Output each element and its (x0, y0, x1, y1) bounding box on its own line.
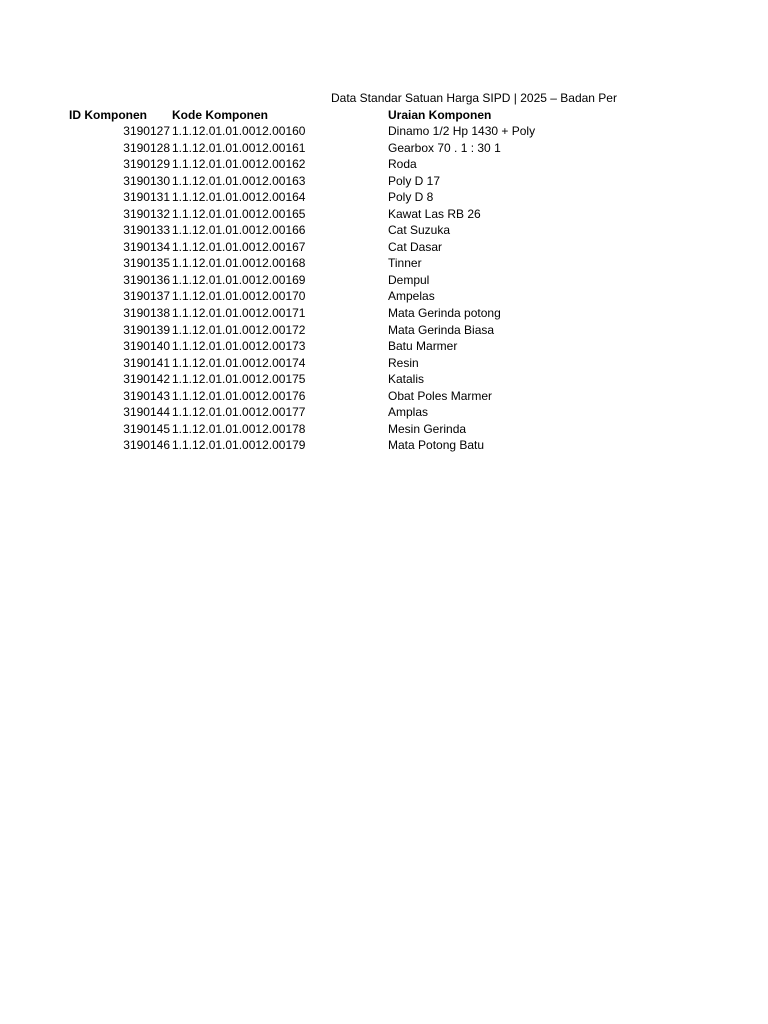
cell-id-komponen: 3190132 (123, 206, 170, 221)
table-row (0, 123, 768, 140)
cell-id-komponen: 3190139 (123, 322, 170, 337)
table-row (0, 404, 768, 421)
table-row (0, 421, 768, 438)
cell-uraian-komponen: Mesin Gerinda (388, 421, 467, 436)
cell-uraian-komponen: Kawat Las RB 26 (388, 206, 481, 221)
cell-kode-komponen: 1.1.12.01.01.0012.00165 (172, 206, 306, 221)
cell-id-komponen: 3190140 (123, 339, 170, 354)
cell-uraian-komponen: Tinner (388, 256, 422, 271)
cell-id-komponen: 3190135 (123, 256, 170, 271)
table-row (0, 206, 768, 223)
cell-kode-komponen: 1.1.12.01.01.0012.00166 (172, 223, 306, 238)
table-row (0, 288, 768, 305)
cell-kode-komponen: 1.1.12.01.01.0012.00174 (172, 355, 306, 370)
column-header-uraian-komponen: Uraian Komponen (388, 108, 492, 122)
cell-id-komponen: 3190146 (123, 438, 170, 453)
cell-uraian-komponen: Poly D 17 (388, 173, 441, 188)
cell-uraian-komponen: Dempul (388, 272, 430, 287)
cell-id-komponen: 3190136 (123, 272, 170, 287)
cell-kode-komponen: 1.1.12.01.01.0012.00170 (172, 289, 306, 304)
cell-id-komponen: 3190129 (123, 157, 170, 172)
table-row (0, 305, 768, 322)
cell-kode-komponen: 1.1.12.01.01.0012.00178 (172, 421, 306, 436)
cell-uraian-komponen: Cat Dasar (388, 239, 443, 254)
table-row (0, 355, 768, 372)
cell-kode-komponen: 1.1.12.01.01.0012.00171 (172, 306, 306, 321)
table-row (0, 437, 768, 454)
table-row (0, 173, 768, 190)
cell-id-komponen: 3190128 (123, 140, 170, 155)
cell-uraian-komponen: Obat Poles Marmer (388, 388, 493, 403)
table-row (0, 156, 768, 173)
table-row (0, 272, 768, 289)
cell-id-komponen: 3190130 (123, 173, 170, 188)
cell-uraian-komponen: Mata Gerinda potong (388, 306, 501, 321)
table-row (0, 140, 768, 157)
cell-id-komponen: 3190137 (123, 289, 170, 304)
cell-uraian-komponen: Batu Marmer (388, 339, 458, 354)
table-row (0, 322, 768, 339)
cell-kode-komponen: 1.1.12.01.01.0012.00179 (172, 438, 306, 453)
cell-kode-komponen: 1.1.12.01.01.0012.00164 (172, 190, 306, 205)
cell-id-komponen: 3190127 (123, 124, 170, 138)
cell-kode-komponen: 1.1.12.01.01.0012.00168 (172, 256, 306, 271)
cell-kode-komponen: 1.1.12.01.01.0012.00172 (172, 322, 306, 337)
cell-id-komponen: 3190142 (123, 372, 170, 387)
cell-id-komponen: 3190133 (123, 223, 170, 238)
cell-uraian-komponen: Dinamo 1/2 Hp 1430 + Poly (388, 124, 536, 138)
cell-kode-komponen: 1.1.12.01.01.0012.00160 (172, 124, 306, 138)
cell-uraian-komponen: Resin (388, 355, 419, 370)
cell-id-komponen: 3190131 (123, 190, 170, 205)
cell-kode-komponen: 1.1.12.01.01.0012.00175 (172, 372, 306, 387)
table-row (0, 338, 768, 355)
cell-id-komponen: 3190141 (123, 355, 170, 370)
cell-id-komponen: 3190145 (123, 421, 170, 436)
sheet-title: Data Standar Satuan Harga SIPD | 2025 – Badan Per (331, 91, 617, 105)
cell-kode-komponen: 1.1.12.01.01.0012.00161 (172, 140, 306, 155)
table-row (0, 239, 768, 256)
cell-kode-komponen: 1.1.12.01.01.0012.00162 (172, 157, 306, 172)
cell-uraian-komponen: Mata Gerinda Biasa (388, 322, 495, 337)
table-row (0, 189, 768, 206)
cell-uraian-komponen: Amplas (388, 405, 429, 420)
cell-kode-komponen: 1.1.12.01.01.0012.00173 (172, 339, 306, 354)
cell-id-komponen: 3190138 (123, 306, 170, 321)
cell-kode-komponen: 1.1.12.01.01.0012.00169 (172, 272, 306, 287)
column-header-kode-komponen: Kode Komponen (172, 108, 268, 122)
cell-uraian-komponen: Katalis (388, 372, 425, 387)
cell-uraian-komponen: Ampelas (388, 289, 435, 304)
cell-id-komponen: 3190144 (123, 405, 170, 420)
cell-kode-komponen: 1.1.12.01.01.0012.00176 (172, 388, 306, 403)
cell-kode-komponen: 1.1.12.01.01.0012.00177 (172, 405, 306, 420)
table-row (0, 388, 768, 405)
table-row (0, 371, 768, 388)
cell-id-komponen: 3190143 (123, 388, 170, 403)
cell-uraian-komponen: Roda (388, 157, 417, 172)
cell-uraian-komponen: Gearbox 70 . 1 : 30 1 (388, 140, 501, 155)
cell-id-komponen: 3190134 (123, 239, 170, 254)
cell-kode-komponen: 1.1.12.01.01.0012.00167 (172, 239, 306, 254)
cell-uraian-komponen: Cat Suzuka (388, 223, 451, 238)
table-body (0, 123, 768, 454)
cell-uraian-komponen: Poly D 8 (388, 190, 434, 205)
table-row (0, 222, 768, 239)
column-header-id-komponen: ID Komponen (69, 108, 147, 122)
cell-uraian-komponen: Mata Potong Batu (388, 438, 485, 453)
cell-kode-komponen: 1.1.12.01.01.0012.00163 (172, 173, 306, 188)
table-row (0, 255, 768, 272)
